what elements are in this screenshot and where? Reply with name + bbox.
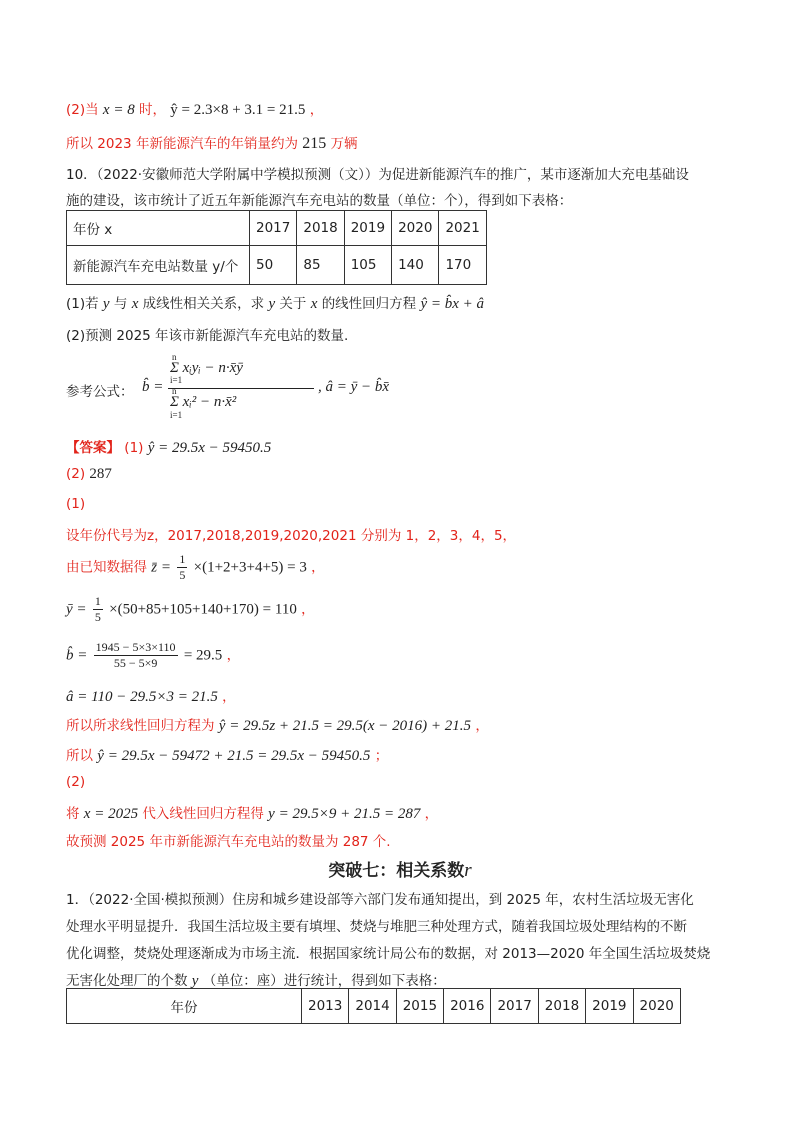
text: ，	[309, 102, 324, 118]
answer-label: 【答案】	[66, 440, 120, 456]
text: 所以	[66, 748, 93, 764]
table-cell: 105	[344, 246, 391, 285]
text: 成线性相关关系，求	[142, 296, 265, 312]
math-yhat-calc: ŷ = 2.3×8 + 3.1 = 21.5	[170, 102, 306, 118]
sum-lower-limit: i=1	[170, 375, 183, 385]
text: 所以所求线性回归方程为	[66, 718, 215, 734]
solution-ybar	[66, 594, 315, 625]
question-10-line-2: 施的建设，该市统计了近五年新能源汽车充电站的数量（单位：个），得到如下表格：	[66, 193, 573, 209]
table-cell: 2018	[297, 211, 344, 246]
text: 关于	[279, 296, 307, 312]
table-cell: 2020	[633, 989, 680, 1024]
answer-2-line	[66, 466, 112, 483]
question-10-part-1	[66, 292, 484, 313]
solution-zbar	[66, 552, 325, 583]
text: （单位：座）进行统计，得到如下表格：	[202, 973, 446, 989]
table-cell: 85	[297, 246, 344, 285]
text: 代入线性回归方程得	[142, 806, 264, 822]
text: ，	[301, 601, 315, 618]
fraction-one-fifth: $\frac{1}{5}$	[179, 552, 186, 582]
sum-upper-limit: n	[172, 386, 177, 396]
sum-lower-limit: i=1	[170, 410, 183, 420]
text: 无害化处理厂的个数	[66, 973, 188, 989]
text: 所以 2023 年新能源汽车的年销量约为	[66, 136, 298, 152]
math-ybar-calc: ×(50+85+105+140+170) = 110	[109, 601, 297, 618]
question-1-line-4	[66, 969, 446, 990]
value-215: 215	[302, 135, 327, 152]
sum-upper-limit: n	[172, 352, 177, 362]
math-regression-final: ŷ = 29.5x − 59472 + 21.5 = 29.5x − 59450.5	[97, 748, 371, 764]
charging-station-table	[66, 210, 487, 285]
math-bhat: b̂ =	[66, 647, 88, 664]
question-1-line-1: 1．（2022·全国·模拟预测）住房和城乡建设部等六部门发布通知提出，到 2025 年，农村生活垃圾无害化	[66, 892, 694, 908]
text: ，	[226, 647, 241, 664]
table-cell: 2013	[302, 989, 349, 1024]
question-1-line-2: 处理水平明显提升．我国生活垃圾主要有填埋、焚烧与堆肥三种处理方式，随着我国垃圾处理结构的不断	[66, 919, 687, 935]
section-title-text: 突破七：相关系数	[328, 861, 465, 881]
question-10-part-2: (2)预测 2025 年该市新能源汽车充电站的数量.	[66, 328, 349, 344]
table-cell: 140	[392, 246, 439, 285]
table-cell: 2015	[396, 989, 443, 1024]
text: (2)当	[66, 102, 99, 118]
solution-conclusion-2023	[66, 132, 358, 153]
text: ；	[374, 748, 389, 764]
text: 由已知数据得	[66, 559, 147, 576]
section-title	[0, 856, 800, 882]
solution-ahat	[66, 685, 236, 706]
table-cell: 170	[439, 246, 486, 285]
value-287: 287	[89, 466, 112, 482]
fraction-bar	[168, 388, 314, 389]
math-x: x	[310, 296, 318, 312]
solution-bhat	[66, 640, 240, 671]
math-zbar-calc: ×(1+2+3+4+5) = 3	[193, 559, 307, 576]
solution-z-definition: 设年份代号为z，2017,2018,2019,2020,2021 分别为 1，2，3，4，5，	[66, 528, 517, 544]
table-cell: 2017	[250, 211, 297, 246]
math-zbar: z̄ =	[151, 559, 172, 576]
math-bhat-value: = 29.5	[183, 647, 223, 664]
table-row	[67, 989, 681, 1024]
table-cell: 50	[250, 246, 297, 285]
math-y: y	[268, 296, 276, 312]
math-ybar: ȳ =	[66, 601, 87, 618]
text: (2)	[66, 466, 86, 482]
text: 与	[113, 296, 128, 312]
table-cell: 2016	[444, 989, 491, 1024]
question-10-line-1: 10．（2022·安徽师范大学附属中学模拟预测（文））为促进新能源汽车的推广，某市逐渐加大充电基础设	[66, 167, 689, 183]
table-cell: 2018	[538, 989, 585, 1024]
table-cell: 2020	[392, 211, 439, 246]
math-ahat-calc: â = 110 − 29.5×3 = 21.5	[66, 689, 218, 705]
solution-2-head: (2)	[66, 774, 86, 790]
text: 万辆	[330, 136, 358, 152]
solution-2-conclusion: 故预测 2025 年市新能源汽车充电站的数量为 287 个.	[66, 834, 391, 850]
math-answer-1: ŷ = 29.5x − 59450.5	[147, 440, 272, 456]
text: (1)	[124, 440, 144, 456]
answer-line	[66, 436, 271, 457]
math-numerator: Σ xᵢyᵢ − n·x̄ȳ	[170, 360, 243, 376]
text: 的线性回归方程	[321, 296, 417, 312]
math-y: y	[191, 973, 199, 989]
text: ，	[424, 806, 439, 822]
solution-regression-final	[66, 744, 388, 765]
table-cell: 2019	[344, 211, 391, 246]
math-r: r	[464, 860, 472, 881]
math-prediction: y = 29.5×9 + 21.5 = 287	[268, 806, 421, 822]
solution-regression-z	[66, 714, 489, 735]
text: 时，	[139, 102, 166, 118]
solution-line-x8	[66, 98, 323, 119]
text: ，	[475, 718, 489, 734]
solution-1-head: (1)	[66, 496, 86, 512]
table-header-count: 新能源汽车充电站数量 y/个	[67, 246, 250, 285]
text: ，	[311, 559, 325, 576]
question-1-line-3: 优化调整，焚烧处理逐渐成为市场主流．根据国家统计局公布的数据，对 2013—2020 年全国生活垃圾焚烧	[66, 946, 711, 962]
math-denominator: Σ xᵢ² − n·x̄²	[170, 394, 237, 410]
fraction-one-fifth: $\frac{1}{5}$	[94, 594, 101, 624]
text: (1)若	[66, 296, 99, 312]
table-header-year: 年份	[67, 989, 302, 1024]
table-cell: 2019	[586, 989, 633, 1024]
math-x-2025: x = 2025	[83, 806, 139, 822]
table-cell: 2021	[439, 211, 486, 246]
table-cell: 2017	[491, 989, 538, 1024]
table-cell: 2014	[349, 989, 396, 1024]
solution-2-substitute	[66, 802, 438, 823]
math-ahat: , â = ȳ − b̂x̄	[318, 379, 390, 395]
math-y: y	[102, 296, 110, 312]
text: 将	[66, 806, 80, 822]
math-regression-form: ŷ = b̂x + â	[420, 296, 485, 312]
table-row	[67, 246, 487, 285]
math-x-eq-8: x = 8	[102, 102, 135, 118]
math-regression-z: ŷ = 29.5z + 21.5 = 29.5(x − 2016) + 21.5	[218, 718, 472, 734]
text: 参考公式：	[66, 384, 134, 400]
fraction-bhat: $\frac{1945 - 5\times 3\times 110}{55 - 5\times 9}$	[95, 640, 176, 670]
table-row	[67, 211, 487, 246]
math-bhat: b̂ =	[142, 379, 164, 395]
incineration-plant-table	[66, 988, 681, 1024]
table-header-year: 年份 x	[67, 211, 250, 246]
math-x: x	[131, 296, 139, 312]
text: ，	[222, 689, 236, 705]
